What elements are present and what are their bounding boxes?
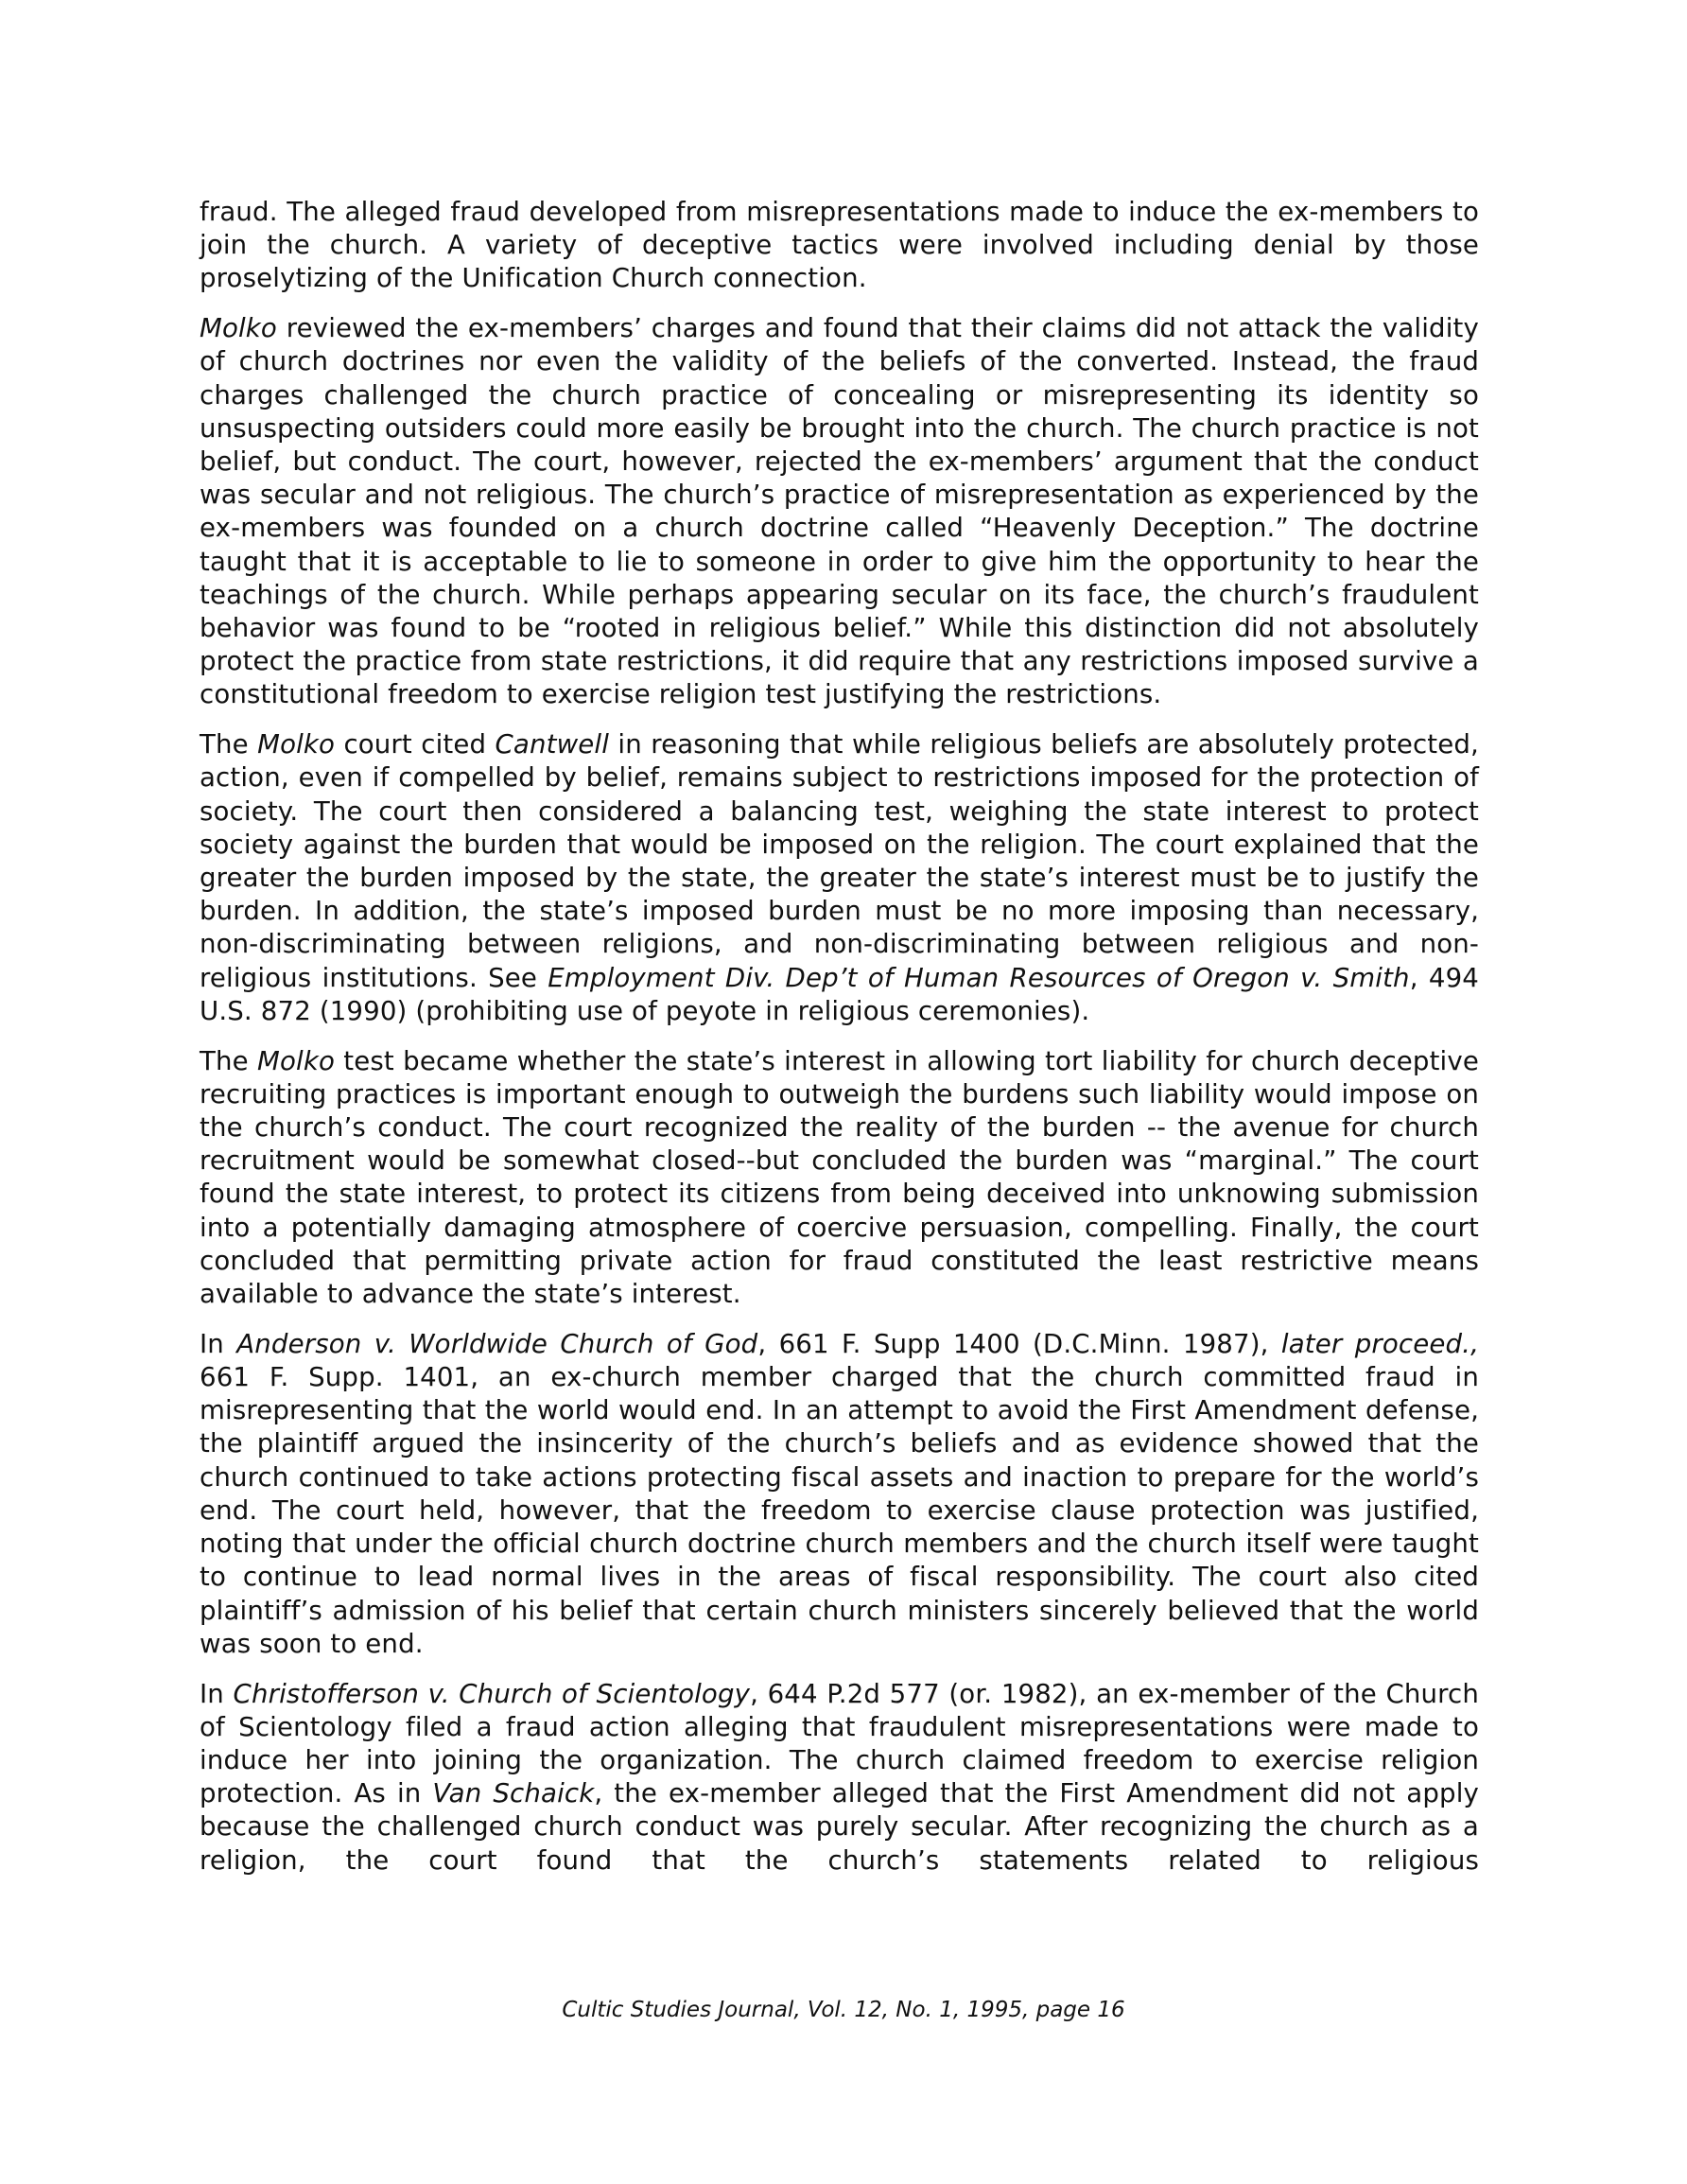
page-footer-citation: Cultic Studies Journal, Vol. 12, No. 1, 1995, page 16 [562, 1998, 1125, 2022]
paragraph-christofferson [200, 1677, 1479, 1877]
text-segment: , 494 U.S. 872 (1990) (prohibiting use of peyote in religious ceremonies). [200, 961, 1479, 1026]
text-segment: 661 F. Supp. 1401, an ex-church member charged that the church committed fraud in misrepresenting that the world would end. In an attempt to avoid the First Amendment defense, the plaintiff argued the insincerity of the church’s beliefs and as evidence showed that the church continued to take actions protecting fiscal assets and inaction to prepare for the world’s end. The court held, however, that the freedom to exercise clause protection was justified, noting that under the official church doctrine church members and the church itself were taught to continue to lead normal lives in the areas of fiscal responsibility. The court also cited plaintiff’s admission of his belief that certain church ministers sincerely believed that the world was soon to end. [200, 1361, 1479, 1659]
text-segment: , the ex-member alleged that the First Amendment did not apply because the challenged church conduct was purely secular. After recognizing the church as a religion, the court found that the church’s statements related to religious [200, 1777, 1479, 1876]
text-segment: , 644 P.2d 577 (or. 1982), an ex-member of the Church of Scientology filed a fraud action alleging that fraudulent misrepresentations were made to induce her into joining the organization. The church claimed freedom to exercise religion protection. As in [200, 1677, 1479, 1809]
case-name-italic: Molko [257, 728, 336, 760]
case-name-italic: Christofferson v. Church of Scientology [233, 1677, 751, 1709]
text-segment: , 661 F. Supp 1400 (D.C.Minn. 1987), [757, 1327, 1281, 1359]
text-segment: in reasoning that while religious beliefs are absolutely protected, action, even if compelled by belief, remains subject to restrictions imposed for the protection of society. The court then considered a balancing test, weighing the state interest to protect society against the burden that would be imposed on the religion. The court explained that the greater the burden imposed by the state, the greater the state’s interest must be to justify the burden. In addition, the state’s imposed burden must be no more imposing than necessary, non-discriminating between religions, and non-discriminating between religious and non-religious institutions. See [200, 728, 1479, 993]
case-name-italic: Molko [257, 1044, 336, 1076]
case-name-italic: Molko [200, 312, 277, 344]
case-name-italic: Van Schaick [432, 1777, 595, 1809]
text-segment: reviewed the ex-members’ charges and found that their claims did not attack the validity of church doctrines nor even the validity of the beliefs of the converted. Instead, the fraud charges challenged the church practice of concealing or misrepresenting its identity so unsuspecting outsiders could more easily be brought into the church. The church practice is not belief, but conduct. The court, however, rejected the ex-members’ argument that the conduct was secular and not religious. The church’s practice of misrepresentation as experienced by the ex-members was founded on a church doctrine called “Heavenly Deception.” The doctrine taught that it is acceptable to lie to someone in order to give him the opportunity to hear the teachings of the church. While perhaps appearing secular on its face, the church’s fraudulent behavior was found to be “rooted in religious belief.” While this distinction did not absolutely protect the practice from state restrictions, it did require that any restrictions imposed survive a constitutional freedom to exercise religion test justifying the restrictions. [200, 312, 1479, 710]
case-name-italic: later proceed., [1280, 1327, 1479, 1359]
case-name-italic: Anderson v. Worldwide Church of God [236, 1327, 758, 1359]
paragraph-molko-cantwell [200, 727, 1479, 1027]
text-segment: The [200, 1044, 258, 1076]
paragraph-molko-review [200, 311, 1479, 710]
text-segment: fraud. The alleged fraud developed from misrepresentations made to induce the ex-members to join the church. A variety of deceptive tactics were involved including denial by those proselytizing of the Unification Church connection. [200, 196, 1479, 294]
text-segment: In [200, 1677, 234, 1709]
text-segment: test became whether the state’s interest in allowing tort liability for church deceptive recruiting practices is important enough to outweigh the burdens such liability would impose on the church’s conduct. The court recognized the reality of the burden -- the avenue for church recruitment would be somewhat closed--but concluded the burden was “marginal.” The court found the state interest, to protect its citizens from being deceived into unknowing submission into a potentially damaging atmosphere of coercive persuasion, compelling. Finally, the court concluded that permitting private action for fraud constituted the least restrictive means available to advance the state’s interest. [200, 1044, 1479, 1310]
paragraph-molko-test [200, 1044, 1479, 1311]
paragraph-anderson [200, 1327, 1479, 1660]
text-segment: In [200, 1327, 237, 1359]
case-name-italic: Cantwell [495, 728, 610, 760]
case-name-italic: Employment Div. Dep’t of Human Resources of Oregon v. Smith [548, 961, 1410, 993]
text-segment: The [200, 728, 258, 760]
text-segment: court cited [335, 728, 496, 760]
paragraph-fraud-intro [200, 195, 1479, 295]
body-text [200, 195, 1479, 1877]
